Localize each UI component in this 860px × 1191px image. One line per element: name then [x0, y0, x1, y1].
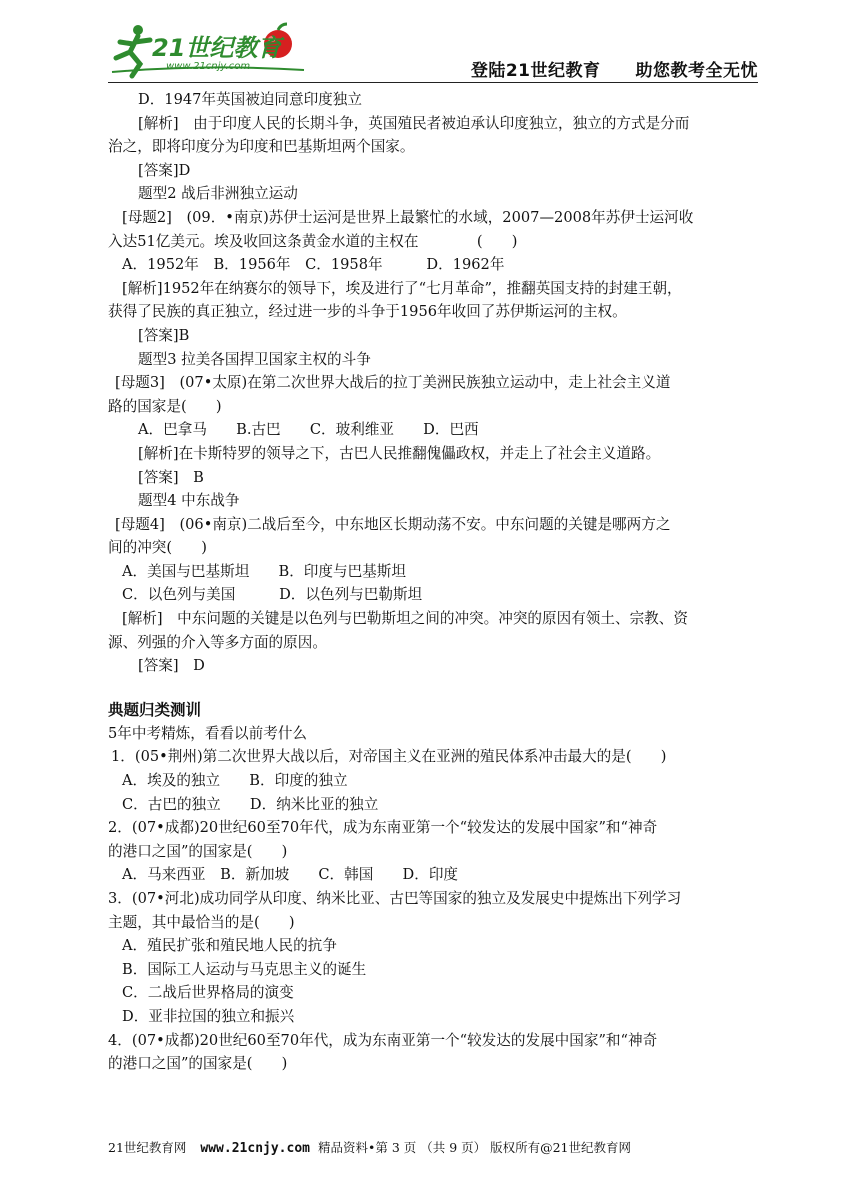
text-line: D．亚非拉国的独立和振兴: [122, 1007, 295, 1025]
text-line: B．国际工人运动与马克思主义的诞生: [122, 960, 367, 978]
text-line: 主题，其中最恰当的是( ): [108, 913, 295, 931]
page-footer: [108, 1138, 758, 1156]
text-line: A．马来西亚 B．新加坡 C．韩国 D．印度: [122, 866, 459, 884]
footer-page-info: 精品资料•第 3 页 （共 9 页） 版权所有@21世纪教育网: [317, 1140, 632, 1155]
section-title: 典题归类测训: [108, 700, 202, 719]
text-line: 3．(07•河北)成功同学从印度、纳米比亚、古巴等国家的独立及发展史中提炼出下列学习: [108, 890, 682, 907]
text-line: 的港口之国”的国家是( ): [108, 1055, 288, 1073]
footer-url[interactable]: www.21cnjy.com: [200, 1141, 310, 1156]
text-line: D．1947年英国被迫同意印度独立: [138, 91, 362, 108]
text-line: 入达51亿美元。埃及收回这条黄金水道的主权在 ( ): [108, 232, 518, 250]
text-line: 题型4 中东战争: [138, 492, 240, 510]
text-line: 题型3 拉美各国捍卫国家主权的斗争: [138, 350, 371, 368]
site-logo: [108, 20, 308, 80]
logo-url: www.21cnjy.com: [166, 61, 251, 72]
logo-text: 21世纪教育: [152, 34, 282, 62]
page-header: [108, 20, 758, 84]
example-questions: [108, 88, 758, 678]
text-line: [解析]在卡斯特罗的领导之下，古巴人民推翻傀儡政权，并走上了社会主义道路。: [138, 444, 661, 462]
text-line: A．巴拿马 B.古巴 C．玻利维亚 D．巴西: [138, 421, 479, 439]
text-line: 间的冲突( ): [108, 539, 207, 557]
document-body: [108, 88, 758, 1076]
text-line: C．古巴的独立 D．纳米比亚的独立: [122, 795, 379, 813]
text-line: 1．(05•荆州)第二次世界大战以后，对帝国主义在亚洲的殖民体系冲击最大的是( ): [111, 748, 667, 766]
text-line: [答案]B: [138, 326, 190, 344]
text-line: C．二战后世界格局的演变: [122, 984, 294, 1002]
text-line: [答案]D: [138, 161, 191, 179]
text-line: 获得了民族的真正独立，经过进一步的斗争于1956年收回了苏伊斯运河的主权。: [108, 303, 627, 321]
text-line: [解析]1952年在纳赛尔的领导下，埃及进行了“七月革命”，推翻英国支持的封建王朝，: [122, 279, 682, 297]
text-line: 的港口之国”的国家是( ): [108, 842, 288, 860]
text-line: [答案] B: [138, 468, 204, 486]
footer-site: 21世纪教育网: [108, 1140, 187, 1155]
text-line: 5年中考精炼，看看以前考什么: [108, 724, 308, 742]
text-line: [解析] 中东问题的关键是以色列与巴勒斯坦之间的冲突。冲突的原因有领土、宗教、资: [122, 610, 688, 628]
text-line: 源、列强的介入等多方面的原因。: [108, 633, 327, 651]
text-line: C．以色列与美国 D．以色列与巴勒斯坦: [122, 586, 423, 604]
text-line: A．美国与巴基斯坦 B．印度与巴基斯坦: [122, 562, 406, 580]
text-line: [母题3] (07•太原)在第二次世界大战后的拉丁美洲民族独立运动中，走上社会主义道: [115, 374, 671, 392]
text-line: [母题2] (09．•南京)苏伊士运河是世界上最繁忙的水域，2007—2008年苏伊士运河收: [122, 208, 694, 226]
practice-questions: [108, 722, 758, 1076]
text-line: A．1952年 B．1956年 C．1958年 D．1962年: [122, 256, 505, 274]
text-line: 4．(07•成都)20世纪60至70年代，成为东南亚第一个“较发达的发展中国家”和“神奇: [108, 1031, 658, 1049]
text-line: [母题4] (06•南京)二战后至今，中东地区长期动荡不安。中东问题的关键是哪两方之: [115, 515, 671, 533]
header-slogan: 登陆21世纪教育 助您教考全无忧: [470, 61, 758, 81]
text-line: 路的国家是( ): [108, 397, 222, 415]
text-line: 题型2 战后非洲独立运动: [138, 185, 298, 203]
text-line: [答案] D: [138, 657, 205, 675]
text-line: [解析] 由于印度人民的长期斗争，英国殖民者被迫承认印度独立，独立的方式是分而: [138, 114, 690, 132]
text-line: 2．(07•成都)20世纪60至70年代，成为东南亚第一个“较发达的发展中国家”和“神奇: [108, 819, 658, 837]
text-line: 治之，即将印度分为印度和巴基斯坦两个国家。: [108, 138, 415, 156]
header-divider: [108, 82, 758, 83]
section-gap: [108, 678, 758, 698]
text-line: A．埃及的独立 B．印度的独立: [122, 772, 348, 790]
text-line: A．殖民扩张和殖民地人民的抗争: [122, 937, 337, 955]
